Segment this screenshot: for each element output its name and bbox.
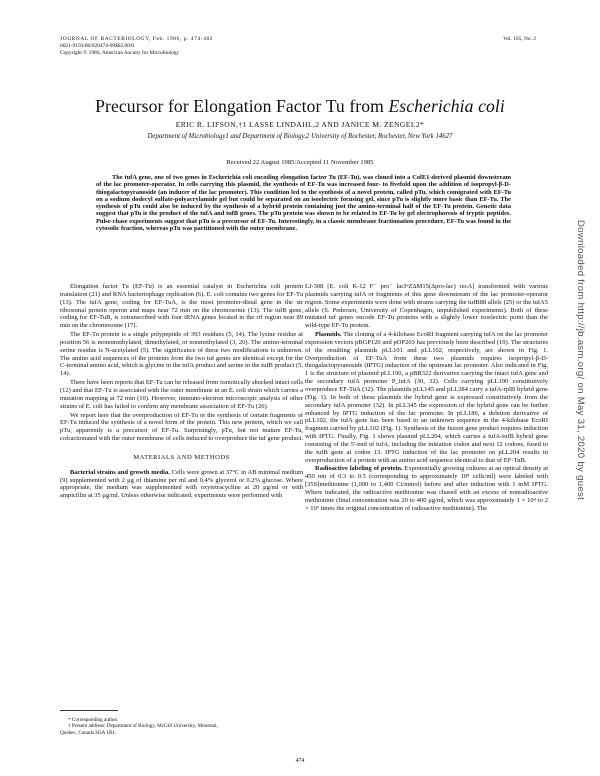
plasmids-text: The cloning of a 4-kilobase EcoRI fragment carrying tufA on the lac promoter expression vectors pBGP120 and pOP203 has previously been described (19). The structures of the resulting plasmids pLL101 and pLL102, respectively, are shown in Fig. 1. Overproduction of EF-TuA from these two plasmids requires isopropyl-β-D-thiogalactopyranoside (IPTG) induction of the upstream lac promoter. Also indicated in Fig. 1 is the structure of plasmid pLL190, a pBR322 derivative carrying the intact tufA gene and the secondary tufA promoter P_tufA (30, 32). Cells carrying pLL190 constitutively overproduce EF-TuA (32). The plasmids pLL145 and pLL384 carry a tufA-rplB hybrid gene (Fig. 1). In both of these plasmids the hybrid gene is expressed constitutively from the secondary tufA promoter (32). In pLL345 the expression of the hybrid gene can be further enhanced by IPTG induction of the lac promoter. In pLL186, a deletion derivative of pLL102, the tufA gene has been fused to an unknown sequence in the 4-kilobase EcoRI fragment carried by pLL102 (Fig. 1). Synthesis of the fusion gene product requires induction with IPTG. Finally, Fig. 1 shows plasmid pLL204, which carries a tufA-tufB hybrid gene consisting of the 5'-end of tufA, including the initiation codon and next 12 codons, fused to the tufB gene at codon 13. IPTG induction of the lac promoter on pLL204 results in overproduction of a protein with an amino acid sequence identical to that of EF-TuB. bbox=[305, 331, 548, 464]
affiliation: Department of Microbiology1 and Department of Biology,2 University of Rochester, Rochester, New York 14627 bbox=[147, 133, 453, 140]
intro-paragraph-1: Elongation factor Tu (EF-Tu) is an essential catalyst in Escherichia coli protein translation (21) and RNA bacteriophage replication (6). E. coli contains two genes for EF-Tu (13). The tufA gene, coding for EF-TuA, is the most promoter-distal gene in the str ribosomal protein operon and maps near 72 min on the chromosome (13). The tufB gene, coding for EF-TuB, is cotranscribed with four tRNA genes located in the rif region near 89 min on the chromosome (17). bbox=[60, 283, 303, 330]
received-dates: Received 22 August 1985/Accepted 11 November 1985 bbox=[226, 159, 374, 166]
abstract: The tufA gene, one of two genes in Escherichia coli encoding elongation factor Tu (EF-Tu), was cloned into a ColE1-derived plasmid downstream of the lac promoter-operator. In cells carrying this plasmid, the synthesis of EF-Tu was increased four- to fivefold upon the addition of isopropyl-β-D-thiogalactopyranoside (an inducer of the lac promoter). This condition led to the synthesis of a novel protein, called pTu, which comigrated with EF-Tu on a sodium dodecyl sulfate-polyacrylamide gel but could be separated on an isoelectric focusing gel, since pTu is slightly more basic than EF-Tu. The synthesis of pTu could also be induced by the synthesis of a hybrid protein containing just the amino-terminal half of the EF-Tu protein. Genetic data suggest that pTu is the product of the tufA and tufB genes. The pTu protein was shown to be related to EF-Tu by gel electrophoresis of tryptic peptides. Pulse-chase experiments suggest that pTu is a precursor of EF-Tu. Interestingly, in a classic membrane fractionation procedure, EF-Tu was found in the cytosolic fraction, whereas pTu was partitioned with the outer membrane. bbox=[96, 174, 511, 232]
methods-paragraph-strains bbox=[60, 469, 303, 500]
running-header bbox=[60, 36, 213, 58]
title-main: Precursor for Elongation Factor Tu from bbox=[95, 96, 389, 116]
footnote-present-address: † Present address: Department of Biology, McGill University, Montreal, Quebec, Canada H3A 1B1. bbox=[60, 723, 218, 736]
intro-paragraph-2: The EF-Tu protein is a single polypeptide of 393 residues (5, 14). The lysine residue at position 56 is monomethylated, dimethylated, or nonmethylated (3, 20). The amino-terminal serine residue is N-acetylated (5). The significance of these two modifications is unknown. The amino acid sequences of the proteins from the two tuf genes are identical except for the C-terminal amino acid, which is glycine in the tufA product and serine in the tufB product (5, 14). bbox=[60, 331, 303, 378]
section-heading: MATERIALS AND METHODS bbox=[133, 453, 230, 461]
plasmids-heading: Plasmids. bbox=[315, 331, 342, 339]
left-column bbox=[60, 283, 303, 500]
intro-paragraph-4: We report here that the overproduction of EF-Tu or the synthesis of certain fragments of EF-Tu induced the synthesis of a novel form of the protein. This new protein, which we call pTu, apparently is a precursor of EF-Tu. Surprisingly, pTu, but not mature EF-Tu, cofractionated with the outer membrane of cells induced to overproduce the tuf gene product. bbox=[60, 411, 303, 443]
title-organism: Escherichia coli bbox=[388, 96, 505, 116]
issn: 0021-9193/86/020474-09$02.00/0 bbox=[60, 43, 135, 50]
footnote-rule bbox=[60, 710, 118, 711]
volume-number: Vol. 165, No. 2 bbox=[503, 36, 536, 42]
intro-paragraph-3: There have been reports that EF-Tu can be released from osmotically shocked intact cells (12) and that EF-Tu is associated with the outer membrane in an E. coli strain which carries a mutation mapping at 72 min (10). However, immuno-electron microscopic analysis of other strains of E. coli has failed to confirm any membrane association of EF-Tu (26). bbox=[60, 379, 303, 410]
strains-continued: LJ-308 [E. coli K-12 F⁻ pro⁻ lacIᵠZΔM15(Δpro-lac) recA] transformed with various plasmids carrying tufA or fragments of this gene downstream of the lac promoter-operator region. Some experiments were done with strains carrying the tufB88 allele (25) or the tufA5 allele (S. Pedersen, University of Copenhagen, unpublished experiments). Both of these mutated tuf genes encode EF-Tu proteins with a slightly lower isoelectric point than the wild-type EF-Tu protein. bbox=[305, 283, 548, 330]
strains-text: Cells were grown at 37°C in AB minimal medium (9) supplemented with 2 μg of thiamine per ml and 0.4% glycerol or 0.2% glucose. Where appropriate, the medium was supplemented with oxytetracycline at 20 μg/ml or with ampicillin at 35 μg/ml. Unless otherwise indicated, experiments were performed with bbox=[60, 468, 303, 500]
download-watermark: Downloaded from http://jb.asm.org/ on May 31, 2020 by guest bbox=[575, 220, 586, 501]
page-number: 474 bbox=[295, 758, 305, 764]
footnote-corresponding: * Corresponding author. bbox=[68, 717, 119, 723]
journal-citation: JOURNAL OF BACTERIOLOGY, Feb. 1986, p. 474-482 bbox=[60, 36, 214, 42]
strains-heading: Bacterial strains and growth media. bbox=[70, 468, 170, 476]
labeling-heading: Radioactive labeling of protein. bbox=[315, 465, 403, 473]
article-title bbox=[0, 96, 600, 117]
right-column bbox=[305, 283, 548, 512]
footnotes bbox=[60, 717, 230, 736]
methods-paragraph-labeling bbox=[305, 465, 548, 512]
labeling-text: Exponentially growing cultures at an optical density at 450 nm of 0.3 to 0.5 (corresponding to approximately 10⁸ cells/ml) were labeled with [35S]methionine (1,000 to 1,400 Ci/mmol) before and after induction with 1 mM IPTG. Where indicated, the radioactive methionine was chased with an excess of nonradioactive methionine (final concentration was 20 to 400 μg/ml, which was approximately 1 × 10⁴ to 2 × 10⁵ times the original concentration of radioactive methionine). The bbox=[305, 465, 548, 512]
author-list: ERIC R. LIFSON,†1 LASSE LINDAHL,2 AND JANICE M. ZENGEL2* bbox=[175, 120, 425, 129]
methods-paragraph-plasmids bbox=[305, 331, 548, 464]
copyright: Copyright © 1986, American Society for Microbiology bbox=[60, 50, 180, 57]
